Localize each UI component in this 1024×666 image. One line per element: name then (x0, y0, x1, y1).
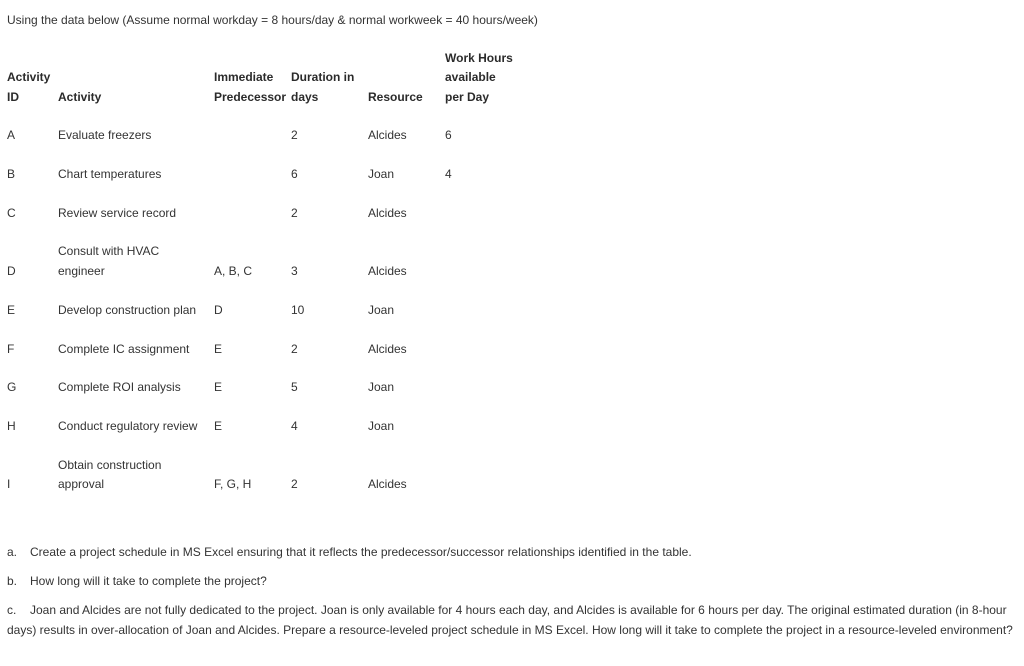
row-d-activity-line1: Consult with HVAC (58, 244, 160, 258)
row-h-predecessor: E (214, 419, 223, 433)
header-id-line1: Activity (7, 70, 51, 84)
row-d-predecessor: A, B, C (214, 264, 253, 278)
question-c (7, 601, 1017, 640)
header-predecessor-line1: Immediate (214, 70, 274, 84)
row-c-id: C (7, 206, 16, 220)
row-a-id: A (7, 128, 16, 142)
row-f-resource: Alcides (368, 342, 407, 356)
question-c-label: c. (7, 603, 17, 617)
row-a-activity: Evaluate freezers (58, 128, 152, 142)
row-a-duration: 2 (291, 128, 298, 142)
row-i-activity-line1: Obtain construction (58, 458, 162, 472)
row-a-resource: Alcides (368, 128, 407, 142)
header-duration-line2: days (291, 90, 319, 104)
header-hours-line3: per Day (445, 90, 490, 104)
row-b-activity: Chart temperatures (58, 167, 162, 181)
row-d-id: D (7, 264, 16, 278)
row-g-predecessor: E (214, 380, 223, 394)
row-g-id: G (7, 380, 17, 394)
header-hours-line2: available (445, 70, 496, 84)
row-d-duration: 3 (291, 264, 298, 278)
question-a-label: a. (7, 545, 18, 559)
row-f-predecessor: E (214, 342, 223, 356)
row-i-predecessor: F, G, H (214, 477, 252, 491)
question-a-text: Create a project schedule in MS Excel ensuring that it reflects the predecessor/successor relationships identified in the table. (30, 545, 692, 559)
question-b-text: How long will it take to complete the project? (30, 574, 267, 588)
row-i-activity-line2: approval (58, 477, 105, 491)
header-resource: Resource (368, 90, 423, 104)
row-h-id: H (7, 419, 16, 433)
row-d-resource: Alcides (368, 264, 407, 278)
row-f-duration: 2 (291, 342, 298, 356)
row-c-resource: Alcides (368, 206, 407, 220)
row-h-resource: Joan (368, 419, 395, 433)
row-b-resource: Joan (368, 167, 395, 181)
header-duration-line1: Duration in (291, 70, 355, 84)
row-b-id: B (7, 167, 16, 181)
row-i-id: I (7, 477, 11, 491)
row-e-activity: Develop construction plan (58, 303, 197, 317)
row-e-resource: Joan (368, 303, 395, 317)
header-activity: Activity (58, 90, 102, 104)
row-i-duration: 2 (291, 477, 298, 491)
row-b-hours: 4 (445, 167, 452, 181)
row-d-activity-line2: engineer (58, 264, 105, 278)
row-e-id: E (7, 303, 16, 317)
question-c-text: Joan and Alcides are not fully dedicated to the project. Joan is only available for 4 hours each day, and Alcides is available for 6 hours per day. The original estimated duration (in 8-hour days) results in over-allocation of Joan and Alcides. Prepare a resource-leveled project schedule in MS Excel. How long will it take to complete the project in a resource-leveled environment? (7, 603, 1013, 637)
row-g-duration: 5 (291, 380, 298, 394)
question-a (7, 543, 1017, 563)
row-f-activity: Complete IC assignment (58, 342, 190, 356)
row-c-duration: 2 (291, 206, 298, 220)
row-h-duration: 4 (291, 419, 298, 433)
row-e-predecessor: D (214, 303, 223, 317)
question-b-label: b. (7, 574, 18, 588)
row-g-activity: Complete ROI analysis (58, 380, 181, 394)
question-b (7, 572, 1017, 592)
intro-text: Using the data below (Assume normal workday = 8 hours/day & normal workweek = 40 hours/week) (7, 13, 538, 27)
row-e-duration: 10 (291, 303, 305, 317)
row-f-id: F (7, 342, 15, 356)
row-b-duration: 6 (291, 167, 298, 181)
row-i-resource: Alcides (368, 477, 407, 491)
header-predecessor-line2: Predecessor (214, 90, 287, 104)
row-h-activity: Conduct regulatory review (58, 419, 198, 433)
header-id-line2: ID (7, 90, 19, 104)
row-c-activity: Review service record (58, 206, 177, 220)
row-a-hours: 6 (445, 128, 452, 142)
header-hours-line1: Work Hours (445, 51, 513, 65)
row-g-resource: Joan (368, 380, 395, 394)
